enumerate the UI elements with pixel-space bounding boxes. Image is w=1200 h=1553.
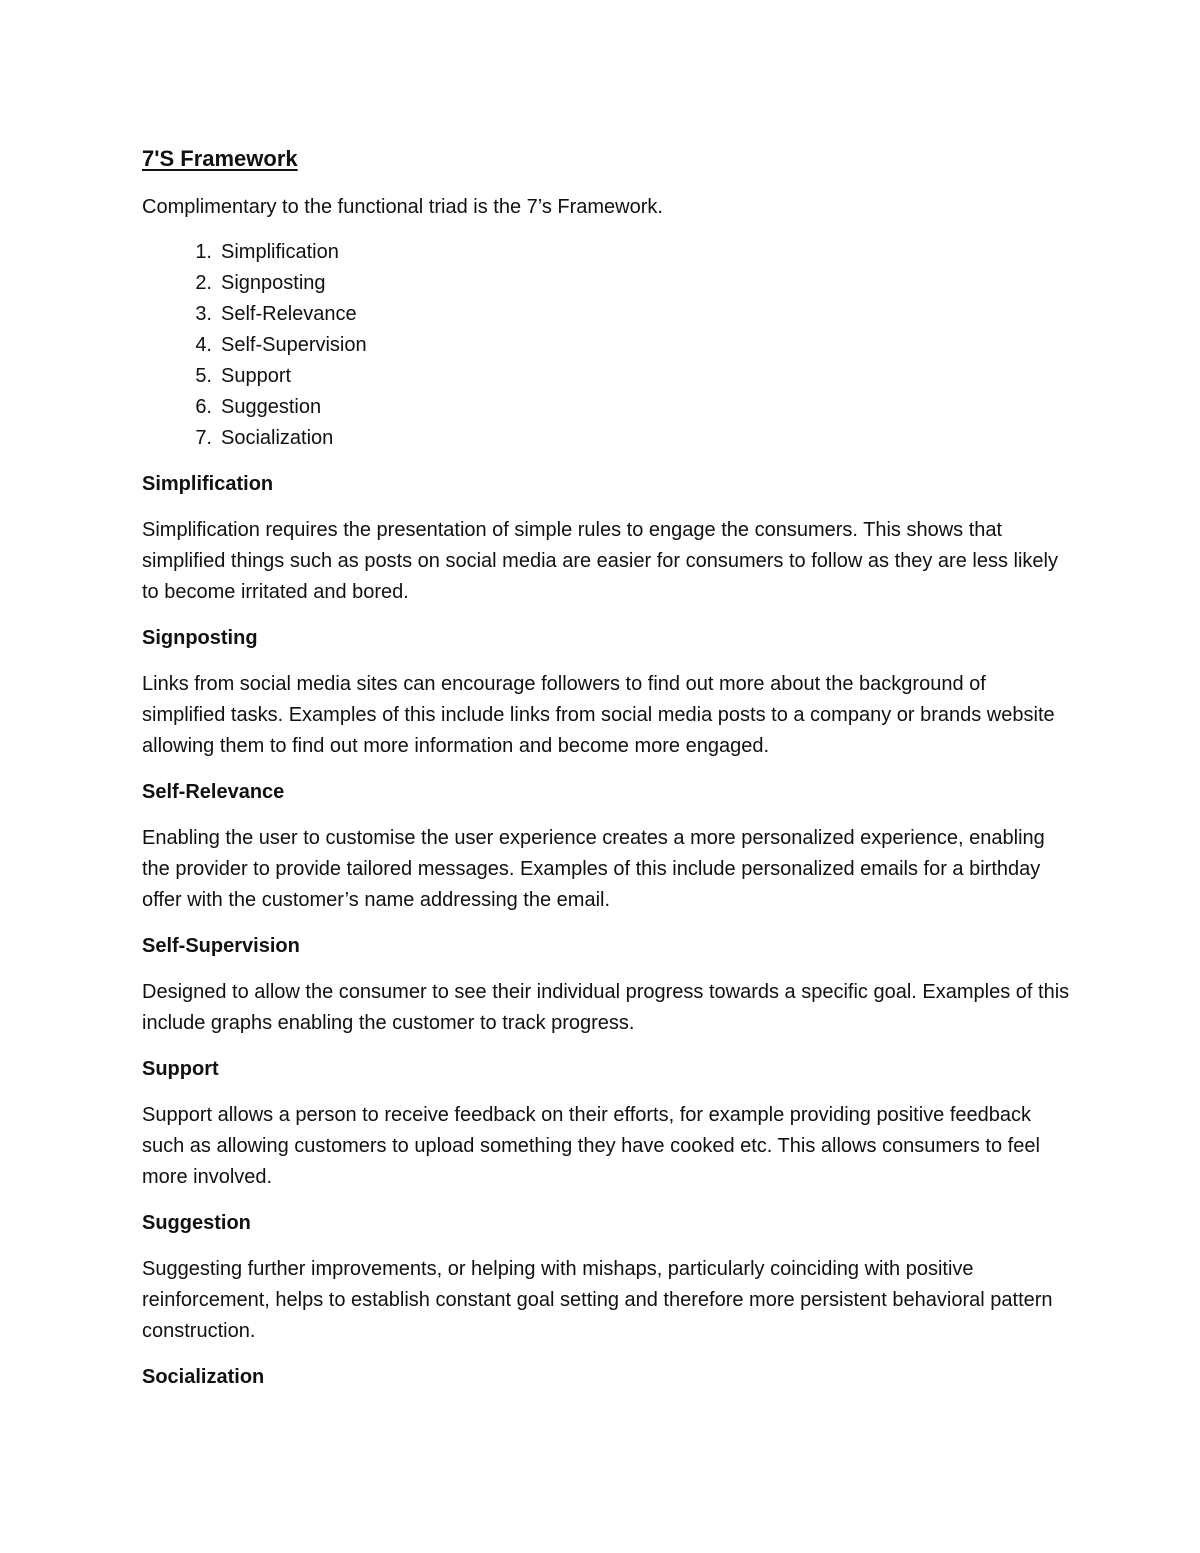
list-item xyxy=(142,361,1072,392)
document-content xyxy=(142,142,1072,1408)
list-item-label: Self-Supervision xyxy=(221,334,367,356)
framework-list xyxy=(142,237,1072,454)
section-heading-signposting: Signposting xyxy=(142,627,258,649)
list-item xyxy=(142,268,1072,299)
list-item xyxy=(142,330,1072,361)
intro-paragraph: Complimentary to the functional triad is the 7’s Framework. xyxy=(142,196,663,218)
section-heading-self-supervision: Self-Supervision xyxy=(142,935,300,957)
list-item xyxy=(142,237,1072,268)
section-body-self-supervision: Designed to allow the consumer to see their individual progress towards a specific goal. Examples of this include graphs enabling the customer to track progress. xyxy=(142,981,1070,1034)
list-item-label: Signposting xyxy=(221,272,326,294)
list-item xyxy=(142,299,1072,330)
section-body-support: Support allows a person to receive feedback on their efforts, for example providing positive feedback such as allowing customers to upload something they have cooked etc. This allows consumers to feel more involved. xyxy=(142,1104,1040,1188)
section-heading-simplification: Simplification xyxy=(142,473,274,495)
section-heading-socialization: Socialization xyxy=(142,1366,265,1388)
section-body-signposting: Links from social media sites can encourage followers to find out more about the background of simplified tasks. Examples of this include links from social media posts to a company or brands website allowing them to find out more information and become more engaged. xyxy=(142,673,1055,757)
list-item-label: Support xyxy=(221,365,292,387)
list-item xyxy=(142,392,1072,423)
section-body-simplification: Simplification requires the presentation of simple rules to engage the consumers. This shows that simplified things such as posts on social media are easier for consumers to follow as they are less likely to become irritated and bored. xyxy=(142,519,1058,603)
list-item-number: 6. xyxy=(195,396,212,418)
list-item-number: 1. xyxy=(195,241,212,263)
list-item-number: 5. xyxy=(195,365,212,387)
section-body-self-relevance: Enabling the user to customise the user experience creates a more personalized experience, enabling the provider to provide tailored messages. Examples of this include personalized emails for a birthday offer with the customer’s name addressing the email. xyxy=(142,827,1045,911)
list-item-label: Suggestion xyxy=(221,396,322,418)
section-heading-suggestion: Suggestion xyxy=(142,1212,251,1234)
list-item-number: 2. xyxy=(195,272,212,294)
list-item-number: 3. xyxy=(195,303,212,325)
list-item-number: 7. xyxy=(195,427,212,449)
list-item-label: Simplification xyxy=(221,241,339,263)
section-body-suggestion: Suggesting further improvements, or helping with mishaps, particularly coinciding with positive reinforcement, helps to establish constant goal setting and therefore more persistent behavioral pattern construction. xyxy=(142,1258,1053,1342)
list-item xyxy=(142,423,1072,454)
list-item-label: Socialization xyxy=(221,427,334,449)
section-heading-support: Support xyxy=(142,1058,219,1080)
list-item-label: Self-Relevance xyxy=(221,303,357,325)
list-item-number: 4. xyxy=(195,334,212,356)
section-heading-self-relevance: Self-Relevance xyxy=(142,781,285,803)
page-title: 7'S Framework xyxy=(142,146,298,171)
